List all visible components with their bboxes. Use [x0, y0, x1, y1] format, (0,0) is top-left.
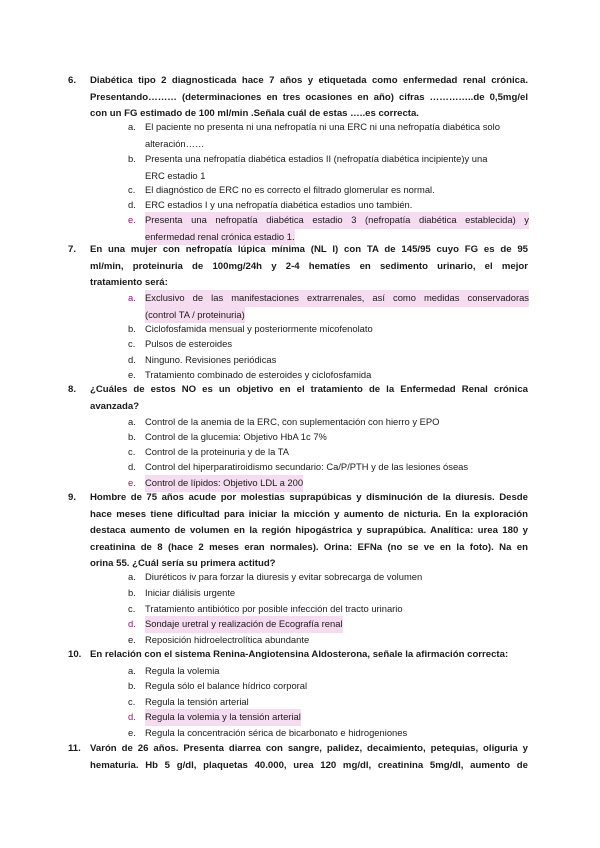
option-10d-highlighted — [128, 709, 529, 726]
question-number: 9. — [68, 492, 77, 503]
stem-line: creatinina de 8 (hace 2 meses eran normales). Orina: EFNa (no se ve en la foto). Na en — [90, 541, 528, 553]
option-text: Presenta una nefropatía diabética estadio 3 (nefropatía diabética establecida) y — [145, 212, 529, 229]
question-9 — [68, 490, 528, 573]
stem-line: hematuria. Hb 5 g/dl, plaquetas 40.000, urea 120 mg/dl, creatinina 5mg/dl, aumento de — [90, 759, 528, 771]
option-text: Regula la tensión arterial — [145, 696, 249, 707]
option-letter: a. — [128, 571, 136, 582]
question-number: 8. — [68, 384, 77, 395]
stem-line: En relación con el sistema Renina-Angiotensina Aldosterona, señale la afirmación correcta: — [90, 649, 509, 660]
question-stem — [90, 242, 528, 292]
option-letter: d. — [128, 618, 136, 629]
stem-line: avanzada? — [90, 400, 140, 412]
option-text: El diagnóstico de ERC no es correcto el filtrado glomerular es normal. — [145, 184, 435, 195]
question-number: 7. — [68, 244, 77, 255]
option-letter: b. — [128, 431, 136, 442]
option-10b — [128, 678, 529, 695]
option-6e-highlighted — [128, 212, 529, 245]
question-number: 10. — [68, 649, 82, 660]
option-9a — [128, 569, 529, 586]
option-10e — [128, 725, 529, 742]
option-text: enfermedad renal crónica estadio 1. — [145, 229, 295, 246]
stem-line: ml/min, proteinuria de 100mg/24h y 2-4 hematíes en sedimento urinario, el mejor — [90, 260, 528, 272]
option-letter: b. — [128, 587, 136, 598]
option-letter: d. — [128, 199, 136, 210]
option-letter: b. — [128, 153, 136, 164]
stem-line: destaca aumento de volumen en la región hipogástrica y suprapúbica. Analítica: urea 180 y — [90, 525, 528, 536]
option-text: (control TA / proteinuria) — [145, 307, 245, 324]
option-text: Control de la proteinuria y de la TA — [145, 446, 290, 457]
option-letter: a. — [128, 292, 136, 303]
question-stem — [90, 741, 528, 774]
question-8 — [68, 382, 528, 415]
option-letter: c. — [128, 696, 136, 707]
option-letter: e. — [128, 214, 136, 225]
option-text: Control de la glucemia: Objetivo HbA 1c 7% — [145, 431, 327, 442]
option-text: Regula la concentración sérica de bicarbonato e hidrogeniones — [145, 727, 408, 738]
option-text: ERC estadio 1 — [145, 169, 206, 181]
stem-line: ¿Cuáles de estos NO es un objetivo en el tratamiento de la Enfermedad Renal crónica — [90, 384, 528, 395]
question-stem — [90, 490, 528, 573]
option-text: ERC estadios I y una nefropatía diabética estadios uno también. — [145, 199, 413, 210]
question-6 — [68, 73, 528, 123]
option-9d-highlighted — [128, 616, 529, 633]
option-text: Pulsos de esteroides — [145, 338, 233, 349]
option-text: Control de la anemia de la ERC, con suplementación con hierro y EPO — [145, 416, 440, 427]
option-text: El paciente no presenta ni una nefropatía ni una ERC ni una nefropatía diabética solo — [145, 121, 500, 132]
option-letter: d. — [128, 354, 136, 365]
stem-line: Presentando……… (determinaciones en tres ocasiones en año) cifras …………..de 0,5mg/el — [90, 91, 528, 103]
option-text: Iniciar diálisis urgente — [145, 587, 236, 598]
option-9b — [128, 585, 529, 602]
option-letter: c. — [128, 603, 136, 614]
option-text: Diuréticos iv para forzar la diuresis y evitar sobrecarga de volumen — [145, 571, 423, 582]
option-text: Tratamiento antibiótico por posible infección del tracto urinario — [145, 603, 403, 614]
option-7a-highlighted — [128, 290, 529, 323]
question-7 — [68, 242, 528, 292]
option-8d — [128, 459, 529, 476]
option-text: Control de lípidos: Objetivo LDL a 200 — [145, 475, 303, 492]
stem-line: Hombre de 75 años acude por molestias suprapúbicas y disminución de la diuresis. Desde — [90, 492, 528, 503]
option-text: Exclusivo de las manifestaciones extrarrenales, así como medidas conservadoras — [145, 290, 529, 307]
option-letter: e. — [128, 477, 136, 488]
option-text: Control del hiperparatiroidismo secundario: Ca/P/PTH y de las lesiones óseas — [145, 461, 469, 472]
option-text: Presenta una nefropatía diabética estadios II (nefropatía diabética incipiente)y una — [145, 153, 488, 164]
option-letter: b. — [128, 323, 136, 334]
option-letter: c. — [128, 338, 136, 349]
option-letter: e. — [128, 634, 136, 645]
stem-line: hace meses tiene dificultad para iniciar la micción y aumento de nicturia. En la exploración — [90, 508, 528, 520]
question-number: 11. — [68, 743, 81, 754]
option-text: alteración…… — [145, 137, 205, 149]
option-letter: a. — [128, 416, 136, 427]
option-letter: e. — [128, 369, 136, 380]
option-6a — [128, 119, 529, 152]
option-letter: d. — [128, 711, 136, 722]
option-text: Tratamiento combinado de esteroides y ciclofosfamida — [145, 369, 372, 380]
option-letter: b. — [128, 680, 136, 691]
question-number: 6. — [68, 75, 77, 86]
stem-line: tratamiento será: — [90, 277, 168, 288]
question-11 — [68, 741, 528, 774]
option-letter: a. — [128, 665, 136, 676]
option-text: Regula sólo el balance hídrico corporal — [145, 680, 308, 691]
option-letter: e. — [128, 727, 136, 738]
stem-line: con un FG estimado de 100 ml/min .Señala cuál de estas …..es correcta. — [90, 108, 419, 119]
option-text: Ninguno. Revisiones periódicas — [145, 354, 277, 365]
option-letter: a. — [128, 121, 136, 132]
stem-line: Varón de 26 años. Presenta diarrea con sangre, palidez, decaimiento, petequias, oliguria y — [90, 743, 528, 754]
option-text: Sondaje uretral y realización de Ecografía renal — [145, 616, 343, 633]
option-text: Regula la volemia — [145, 665, 220, 676]
stem-line: Diabética tipo 2 diagnosticada hace 7 años y etiquetada como enfermedad renal crónica. — [90, 75, 528, 86]
option-letter: d. — [128, 461, 136, 472]
question-stem — [90, 73, 528, 123]
option-letter: c. — [128, 184, 136, 195]
stem-line: En una mujer con nefropatía lúpica mínima (NL I) con TA de 145/95 cuyo FG es de 95 — [90, 244, 528, 255]
option-text: Regula la volemia y la tensión arterial — [145, 709, 301, 726]
option-letter: c. — [128, 446, 136, 457]
question-10 — [68, 647, 528, 664]
option-6b — [128, 151, 529, 184]
option-7c — [128, 336, 529, 353]
question-stem — [90, 382, 528, 415]
stem-line: orina 55. ¿Cuál sería su primera actitud? — [90, 558, 276, 569]
question-stem — [90, 647, 528, 664]
option-text: Reposición hidroelectrolítica abundante — [145, 634, 310, 645]
option-text: Ciclofosfamida mensual y posteriormente micofenolato — [145, 323, 373, 334]
